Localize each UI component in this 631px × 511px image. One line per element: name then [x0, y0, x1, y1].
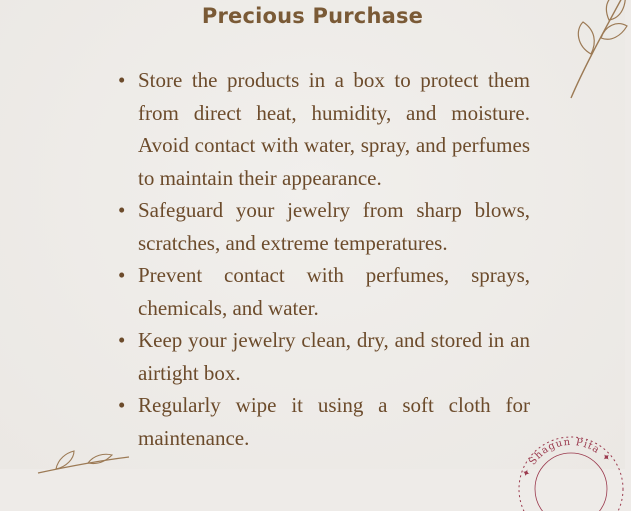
tip-text: Keep your jewelry clean, dry, and stored in an airtight box. — [138, 328, 530, 385]
bullet-icon: • — [118, 68, 126, 92]
list-item — [110, 259, 530, 324]
tip-text: Safeguard your jewelry from sharp blows, scratches, and extreme temperatures. — [138, 198, 530, 255]
bullet-icon: • — [118, 198, 126, 222]
list-item — [110, 389, 530, 454]
tip-text: Prevent contact with perfumes, sprays, chemicals, and water. — [138, 263, 530, 320]
bullet-icon: • — [118, 263, 126, 287]
page-title: Precious Purchase — [201, 4, 424, 28]
list-item — [110, 64, 530, 194]
care-tips-list — [110, 64, 530, 454]
tip-text: Regularly wipe it using a soft cloth for maintenance. — [138, 393, 530, 450]
list-item — [110, 194, 530, 259]
brand-seal-logo — [515, 419, 625, 511]
svg-text:✦ Shagun Pita ✦: ✦ Shagun Pita ✦ — [520, 436, 614, 480]
tip-text: Store the products in a box to protect them from direct heat, humidity, and moisture. Avoid contact with water, spray, and perfumes to maintain their appearance. — [138, 68, 530, 190]
leaf-sprig-icon — [36, 447, 131, 475]
bullet-icon: • — [118, 393, 126, 417]
list-item — [110, 324, 530, 389]
bullet-icon: • — [118, 328, 126, 352]
